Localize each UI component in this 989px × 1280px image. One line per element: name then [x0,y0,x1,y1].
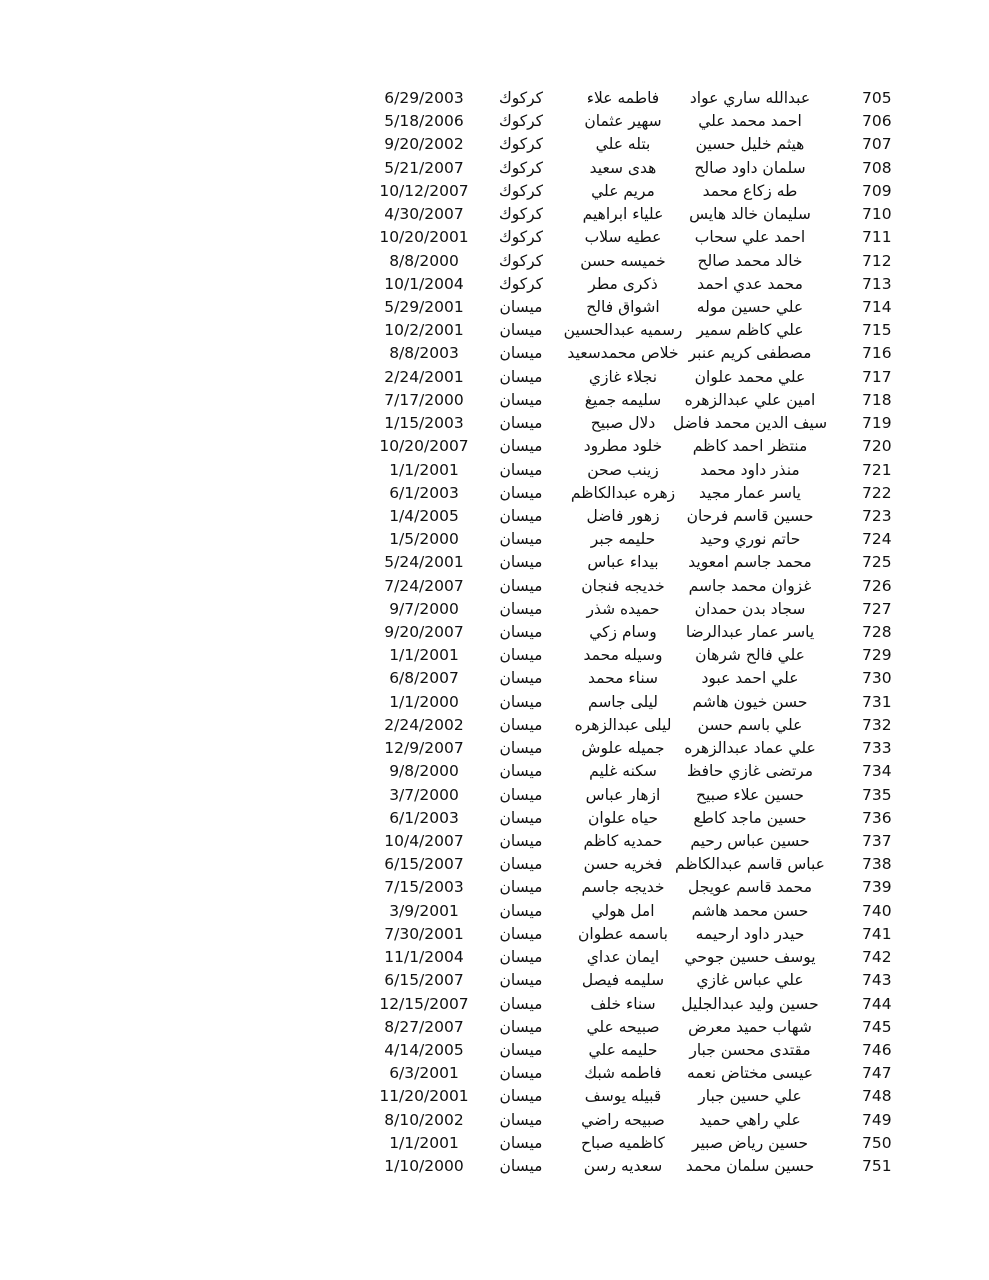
student-name: هيثم خليل حسين [695,135,805,154]
student-name: علي كاظم سمير [696,321,804,340]
birth-date: 11/20/2001 [379,1087,469,1106]
province: ميسان [499,971,543,990]
birth-date: 12/15/2007 [379,994,469,1013]
birth-date: 3/9/2001 [389,901,459,920]
mother-name: بتله علي [595,135,651,154]
student-name: حسين سلمان محمد [685,1157,815,1176]
province: كركوك [498,228,544,247]
record-row [0,180,989,203]
record-row [0,714,989,737]
province: ميسان [499,1064,543,1083]
student-name: عبدالله ساري عواد [689,89,811,107]
student-name: حسين قاسم فرحان [686,506,814,525]
province: ميسان [499,1017,543,1036]
province: ميسان [499,1133,543,1152]
mother-name: ليلى جاسم [588,692,658,711]
record-row [0,923,989,946]
birth-date: 7/15/2003 [384,878,464,897]
record-number: 705 [862,89,892,107]
mother-name: خديجه فنجان [581,576,665,595]
birth-date: 6/15/2007 [384,971,464,990]
mother-name: خديجه جاسم [581,878,665,897]
record-number: 748 [862,1087,892,1106]
birth-date: 7/30/2001 [384,924,464,943]
record-row [0,1039,989,1062]
birth-date: 2/24/2001 [384,367,464,386]
student-name: محمد جاسم امعويد [688,553,812,572]
mother-name: نجلاء غازي [588,367,658,386]
record-row [0,319,989,342]
record-row [0,1109,989,1132]
province: ميسان [499,901,543,920]
birth-date: 3/7/2000 [389,785,459,804]
birth-date: 4/30/2007 [384,205,464,224]
birth-date: 6/15/2007 [384,855,464,874]
mother-name: هدى سعيد [589,158,657,177]
record-row [0,203,989,226]
record-number: 730 [862,669,892,688]
record-number: 744 [862,994,892,1013]
record-number: 743 [862,971,892,990]
record-number: 714 [862,297,892,316]
student-name: ياسر عمار مجيد [699,483,801,502]
birth-date: 6/1/2003 [389,483,459,502]
student-name: حسين عباس رحيم [690,832,810,850]
record-row [0,993,989,1016]
birth-date: 1/4/2005 [389,506,459,525]
mother-name: وسام زكي [589,623,657,642]
mother-name: حمديه كاظم [583,832,663,850]
record-number: 708 [862,158,892,177]
record-row [0,389,989,412]
birth-date: 11/1/2004 [384,948,464,967]
record-number: 737 [862,832,892,850]
province: ميسان [499,739,543,758]
student-name: حسين علاء صبيح [695,785,805,804]
record-row [0,482,989,505]
province: ميسان [499,437,543,456]
province: ميسان [499,808,543,827]
student-name: علي عماد عبدالزهره [684,739,816,758]
province: ميسان [499,553,543,572]
mother-name: اشواق فالح [586,297,660,316]
mother-name: حميده شذر [586,599,660,618]
mother-name: فخريه حسن [583,855,663,874]
record-row [0,807,989,830]
student-name: حسين وليد عبدالجليل [681,994,819,1013]
student-name: يوسف حسين جوحي [684,948,816,967]
record-number: 741 [862,924,892,943]
birth-date: 1/1/2000 [389,692,459,711]
mother-name: بيداء عباس [587,553,659,572]
record-number: 751 [862,1157,892,1176]
student-name: عباس قاسم عبدالكاظم [675,855,825,874]
province: ميسان [499,576,543,595]
mother-name: صبيحه راضي [581,1110,665,1129]
birth-date: 12/9/2007 [384,739,464,758]
mother-name: قبيله يوسف [584,1087,662,1106]
province: ميسان [499,1040,543,1059]
birth-date: 4/14/2005 [384,1040,464,1059]
mother-name: حليمه علي [588,1040,658,1059]
record-row [0,226,989,249]
record-number: 736 [862,808,892,827]
province: كركوك [498,274,544,293]
mother-name: سليمه جميغ [584,390,662,409]
province: ميسان [499,715,543,734]
record-row [0,505,989,528]
student-name: علي راهي حميد [699,1110,801,1129]
province: ميسان [499,297,543,316]
mother-name: مريم علي [591,181,655,200]
record-row [0,667,989,690]
mother-name: ذكرى مطر [588,274,658,293]
student-name: علي عباس غازي [696,971,804,990]
record-number: 719 [862,414,892,433]
province: ميسان [499,924,543,943]
birth-date: 1/1/2001 [389,646,459,665]
province: ميسان [499,367,543,386]
record-number: 747 [862,1064,892,1083]
record-row [0,110,989,133]
student-name: علي باسم حسن [697,715,803,734]
mother-name: حياه علوان [587,808,659,827]
student-name: علي فالح شرهان [695,646,805,665]
student-name: امين علي عبدالزهره [684,390,816,409]
record-number: 712 [862,251,892,270]
record-number: 721 [862,460,892,479]
record-row [0,784,989,807]
mother-name: امل هولي [591,901,655,920]
birth-date: 1/10/2000 [384,1157,464,1176]
province: ميسان [499,855,543,874]
record-number: 746 [862,1040,892,1059]
mother-name: زينب صحن [587,460,659,479]
mother-name: خميسه حسن [580,251,666,270]
mother-name: صبيحه علي [586,1017,660,1036]
record-row [0,946,989,969]
birth-date: 10/1/2004 [384,274,464,293]
record-row [0,342,989,365]
province: ميسان [499,321,543,340]
mother-name: وسيله محمد [583,646,663,665]
province: ميسان [499,948,543,967]
record-number: 707 [862,135,892,154]
student-name: حسين ماجد كاطع [693,808,807,827]
student-name: ياسر عمار عبدالرضا [685,623,815,642]
record-number: 739 [862,878,892,897]
mother-name: سكنه غليم [589,762,657,781]
record-row [0,876,989,899]
record-row [0,621,989,644]
mother-name: زهور فاضل [586,506,660,525]
record-row [0,528,989,551]
student-name: مقتدى محسن جبار [689,1040,811,1059]
record-row [0,737,989,760]
student-name: علي حسين جبار [698,1087,802,1106]
birth-date: 9/20/2007 [384,623,464,642]
record-row [0,1155,989,1178]
record-number: 731 [862,692,892,711]
province: ميسان [499,460,543,479]
student-name: شهاب حميد معرض [688,1017,812,1036]
birth-date: 7/17/2000 [384,390,464,409]
province: ميسان [499,878,543,897]
province: ميسان [499,390,543,409]
birth-date: 9/20/2002 [384,135,464,154]
province: ميسان [499,669,543,688]
record-row [0,366,989,389]
record-number: 716 [862,344,892,363]
student-name: خالد محمد صالح [697,251,803,270]
mother-name: سهير عثمان [584,112,662,131]
province: ميسان [499,832,543,850]
record-row [0,1132,989,1155]
province: ميسان [499,785,543,804]
student-name: علي احمد عبود [701,669,799,688]
birth-date: 1/5/2000 [389,530,459,549]
student-name: عيسى مختاض نعمه [686,1064,814,1083]
mother-name: ايمان عداي [586,948,660,967]
student-name: حيدر داود ارحيمه [695,924,805,943]
birth-date: 8/8/2003 [389,344,459,363]
birth-date: 1/1/2001 [389,460,459,479]
record-row [0,598,989,621]
student-name: سلمان داود صالح [694,158,806,177]
birth-date: 8/10/2002 [384,1110,464,1129]
record-row [0,296,989,319]
record-number: 709 [862,181,892,200]
province: ميسان [499,692,543,711]
record-number: 723 [862,506,892,525]
record-row [0,551,989,574]
mother-name: سعديه رسن [583,1157,663,1176]
record-number: 722 [862,483,892,502]
record-number: 738 [862,855,892,874]
birth-date: 10/4/2007 [384,832,464,850]
birth-date: 9/8/2000 [389,762,459,781]
record-number: 713 [862,274,892,293]
mother-name: جميله علوش [581,739,665,758]
province: ميسان [499,483,543,502]
record-row [0,250,989,273]
record-row [0,969,989,992]
record-row [0,412,989,435]
record-number: 718 [862,390,892,409]
mother-name: خلود مطرود [583,437,663,456]
student-name: محمد قاسم عويجل [687,878,812,897]
student-name: احمد علي سحاب [694,228,806,247]
record-number: 750 [862,1133,892,1152]
record-row [0,1016,989,1039]
mother-name: حليمه جبر [590,530,656,549]
student-name: علي حسين موله [696,297,804,316]
province: كركوك [498,112,544,131]
record-row [0,760,989,783]
province: كركوك [498,158,544,177]
student-name: حسن محمد هاشم [691,901,809,920]
province: ميسان [499,599,543,618]
record-row [0,853,989,876]
record-row [0,273,989,296]
birth-date: 10/2/2001 [384,321,464,340]
record-row [0,459,989,482]
birth-date: 6/29/2003 [384,89,464,107]
province: ميسان [499,1110,543,1129]
mother-name: علياء ابراهيم [582,205,664,224]
birth-date: 6/3/2001 [389,1064,459,1083]
province: ميسان [499,994,543,1013]
student-name: منتظر احمد كاظم [692,437,808,456]
student-name: محمد عدي احمد [697,274,803,293]
student-name: حسين رياض صبير [691,1133,809,1152]
mother-name: كاظميه صباح [581,1133,665,1152]
province: ميسان [499,762,543,781]
birth-date: 10/20/2001 [379,228,469,247]
birth-date: 5/18/2006 [384,112,464,131]
province: ميسان [499,414,543,433]
record-number: 728 [862,623,892,642]
mother-name: سناء محمد [587,669,658,688]
province: ميسان [499,530,543,549]
province: كركوك [498,135,544,154]
province: ميسان [499,344,543,363]
birth-date: 6/8/2007 [389,669,459,688]
student-name: سيف الدين محمد فاضل [672,414,828,433]
mother-name: خلاص محمدسعيد [567,344,679,363]
student-name: غزوان محمد جاسم [688,576,812,595]
record-row [0,830,989,853]
mother-name: فاطمه شبك [584,1064,662,1083]
province: ميسان [499,1087,543,1106]
record-row [0,157,989,180]
birth-date: 8/27/2007 [384,1017,464,1036]
record-row [0,575,989,598]
mother-name: سناء خلف [590,994,656,1013]
student-name: سليمان خالد هايس [689,205,811,224]
record-number: 726 [862,576,892,595]
student-name: علي محمد علوان [694,367,806,386]
birth-date: 5/24/2001 [384,553,464,572]
mother-name: دلال صبيح [590,414,656,433]
record-number: 715 [862,321,892,340]
province: كركوك [498,181,544,200]
province: ميسان [499,646,543,665]
record-row [0,87,989,110]
mother-name: ليلى عبدالزهره [574,715,672,734]
record-number: 740 [862,901,892,920]
record-number: 710 [862,205,892,224]
mother-name: فاطمه علاء [586,89,660,107]
province: كركوك [498,89,544,107]
mother-name: باسمه عطوان [578,924,668,943]
record-number: 725 [862,553,892,572]
birth-date: 2/24/2002 [384,715,464,734]
student-name: حاتم نوري وحيد [699,530,801,549]
record-number: 711 [862,228,892,247]
province: ميسان [499,623,543,642]
record-row [0,1062,989,1085]
province: ميسان [499,506,543,525]
mother-name: عطيه سلاب [584,228,662,247]
birth-date: 8/8/2000 [389,251,459,270]
record-number: 717 [862,367,892,386]
record-row [0,435,989,458]
birth-date: 1/15/2003 [384,414,464,433]
record-row [0,900,989,923]
province: كركوك [498,251,544,270]
record-number: 742 [862,948,892,967]
province: ميسان [499,1157,543,1176]
birth-date: 5/29/2001 [384,297,464,316]
record-number: 727 [862,599,892,618]
record-number: 732 [862,715,892,734]
record-number: 729 [862,646,892,665]
record-number: 734 [862,762,892,781]
birth-date: 1/1/2001 [389,1133,459,1152]
record-row [0,691,989,714]
records-list [0,87,989,1178]
province: كركوك [498,205,544,224]
record-number: 749 [862,1110,892,1129]
mother-name: زهره عبدالكاظم [570,483,676,502]
student-name: منذر داود محمد [700,460,800,479]
student-name: سجاد بدن حمدان [694,599,806,618]
record-number: 720 [862,437,892,456]
mother-name: سليمه فيصل [581,971,665,990]
birth-date: 10/12/2007 [379,181,469,200]
record-number: 733 [862,739,892,758]
student-name: مصطفى كريم عنبر [688,344,812,363]
student-name: طه زكاع محمد [702,181,798,200]
record-number: 706 [862,112,892,131]
record-row [0,644,989,667]
birth-date: 5/21/2007 [384,158,464,177]
birth-date: 6/1/2003 [389,808,459,827]
birth-date: 10/20/2007 [379,437,469,456]
record-number: 735 [862,785,892,804]
student-name: احمد محمد علي [698,112,802,131]
student-name: مرتضى غازي حافظ [686,762,814,781]
birth-date: 9/7/2000 [389,599,459,618]
birth-date: 7/24/2007 [384,576,464,595]
mother-name: ازهار عباس [585,785,661,804]
mother-name: رسميه عبدالحسين [563,321,683,340]
record-row [0,133,989,156]
record-number: 724 [862,530,892,549]
record-number: 745 [862,1017,892,1036]
student-name: حسن خيون هاشم [692,692,808,711]
record-row [0,1085,989,1108]
